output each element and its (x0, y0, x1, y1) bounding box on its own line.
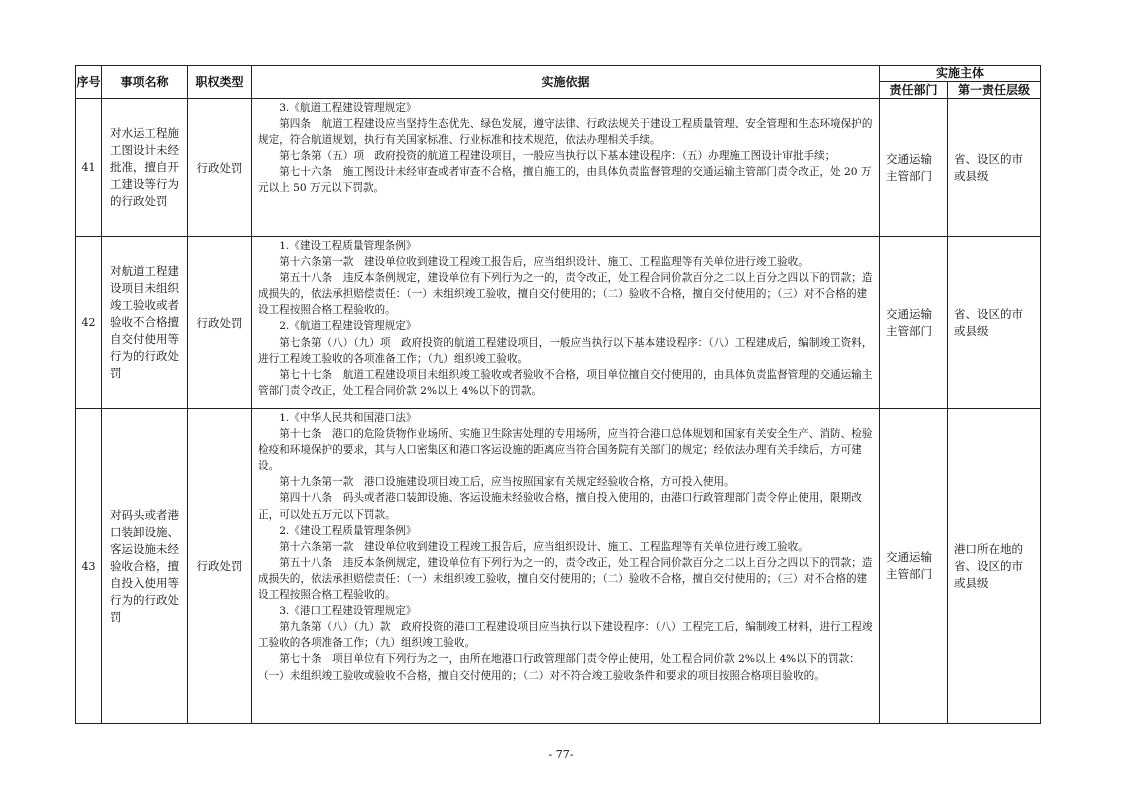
header-basis: 实施依据 (252, 66, 880, 99)
row-dept: 交通运输主管部门 (880, 237, 948, 409)
row-basis (252, 237, 880, 409)
basis-paragraph: 第五十八条 违反本条例规定，建设单位有下列行为之一的，责令改正，处工程合同价款百分之二以上百分之四以下的罚款；造成损失的，依法承担赔偿责任：（一）未组织竣工验收，擅自交付使用的；（二）验收不合格，擅自交付使用的；（三）对不合格的建设工程按照合格工程验收的。 (258, 556, 873, 602)
row-level: 省、设区的市或县级 (948, 99, 1041, 237)
table-row (76, 409, 1041, 724)
row-seq: 41 (76, 99, 102, 237)
header-power-type: 职权类型 (188, 66, 252, 99)
header-subject: 实施主体 (880, 66, 1041, 82)
basis-paragraph: 1.《中华人民共和国港口法》 (279, 412, 417, 424)
row-item-name: 对航道工程建设项目未组织竣工验收或者验收不合格擅自交付使用等行为的行政处罚 (102, 237, 188, 409)
table-row (76, 237, 1041, 409)
basis-paragraph: 第十六条第一款 建设单位收到建设工程竣工报告后，应当组织设计、施工、工程监理等有关单位进行竣工验收。 (279, 540, 809, 553)
header-item-name: 事项名称 (102, 66, 188, 99)
header-level: 第一责任层级 (948, 82, 1041, 99)
basis-paragraph: 2.《建设工程质量管理条例》 (279, 524, 417, 537)
header-seq: 序号 (76, 66, 102, 99)
row-level: 省、设区的市或县级 (948, 237, 1041, 409)
basis-paragraph: 第七十六条 施工图设计未经审查或者审查不合格，擅自施工的，由具体负责监督管理的交通运输主管部门责令改正，处 20 万元以上 50 万元以下罚款。 (258, 166, 872, 195)
basis-paragraph: 第七条第（八）（九）项 政府投资的航道工程建设项目，一般应当执行以下基本建设程序：（八）工程建成后，编制竣工资料，进行工程竣工验收的各项准备工作；（九）组织竣工验收。 (258, 336, 873, 365)
enforcement-table (75, 65, 1041, 724)
basis-paragraph: 第九条第（八）（九）款 政府投资的港口工程建设项目应当执行以下建设程序：（八）工程完工后，编制竣工材料，进行工程竣工验收的各项准备工作；（九）组织竣工验收。 (258, 621, 873, 650)
row-power-type: 行政处罚 (188, 409, 252, 724)
row-item-name: 对码头或者港口装卸设施、客运设施未经验收合格，擅自投入使用等行为的行政处罚 (102, 409, 188, 724)
basis-paragraph: 第七条第（五）项 政府投资的航道工程建设项目，一般应当执行以下基本建设程序：（五）办理施工图设计审批手续； (279, 150, 836, 163)
row-seq: 43 (76, 409, 102, 724)
basis-paragraph: 1.《建设工程质量管理条例》 (279, 240, 417, 252)
basis-paragraph: 第四十八条 码头或者港口装卸设施、客运设施未经验收合格，擅自投入使用的，由港口行政管理部门责令停止使用，限期改正，可以处五万元以下罚款。 (258, 492, 862, 521)
basis-paragraph: 3.《航道工程建设管理规定》 (279, 102, 417, 114)
row-seq: 42 (76, 237, 102, 409)
row-basis (252, 409, 880, 724)
basis-paragraph: 第十九条第一款 港口设施建设项目竣工后，应当按照国家有关规定经验收合格，方可投入使用。 (279, 476, 735, 489)
row-level: 港口所在地的省、设区的市或县级 (948, 409, 1041, 724)
row-basis (252, 99, 880, 237)
basis-paragraph: 2.《航道工程建设管理规定》 (279, 320, 417, 333)
basis-paragraph: 第七十条 项目单位有下列行为之一，由所在地港口行政管理部门责令停止使用，处工程合同价款 2%以上 4%以下的罚款：（一）未组织竣工验收或验收不合格，擅自交付使用的；（二）对不符合竣工验收条件和要求的项目按照合格项目验收的。 (258, 653, 860, 682)
row-dept: 交通运输主管部门 (880, 99, 948, 237)
row-power-type: 行政处罚 (188, 99, 252, 237)
basis-paragraph: 第十七条 港口的危险货物作业场所、实施卫生除害处理的专用场所，应当符合港口总体规划和国家有关安全生产、消防、检验检疫和环境保护的要求，其与人口密集区和港口客运设施的距离应当符合国务院有关部门的规定；经依法办理有关手续后，方可建设。 (258, 428, 873, 473)
row-dept: 交通运输主管部门 (880, 409, 948, 724)
row-power-type: 行政处罚 (188, 237, 252, 409)
page-number: - 77- (548, 748, 574, 761)
basis-paragraph: 第七十七条 航道工程建设项目未组织竣工验收或者验收不合格，项目单位擅自交付使用的，由具体负责监督管理的交通运输主管部门责令改正，处工程合同价款 2%以上 4%以下的罚款。 (258, 368, 873, 397)
basis-paragraph: 3.《港口工程建设管理规定》 (279, 605, 417, 618)
basis-paragraph: 第十六条第一款 建设单位收到建设工程竣工报告后，应当组织设计、施工、工程监理等有关单位进行竣工验收。 (279, 256, 809, 269)
basis-paragraph: 第四条 航道工程建设应当坚持生态优先、绿色发展，遵守法律、行政法规关于建设工程质量管理、安全管理和生态环境保护的规定，符合航道规划，执行有关国家标准、行业标准和技术规范，依法办理相关手续。 (258, 118, 873, 147)
basis-paragraph: 第五十八条 违反本条例规定，建设单位有下列行为之一的，责令改正，处工程合同价款百分之二以上百分之四以下的罚款；造成损失的，依法承担赔偿责任：（一）未组织竣工验收，擅自交付使用的；（二）验收不合格，擅自交付使用的；（三）对不合格的建设工程按照合格工程验收的。 (258, 272, 873, 317)
table-row (76, 99, 1041, 237)
header-dept: 责任部门 (880, 82, 948, 99)
row-item-name: 对水运工程施工图设计未经批准，擅自开工建设等行为的行政处罚 (102, 99, 188, 237)
